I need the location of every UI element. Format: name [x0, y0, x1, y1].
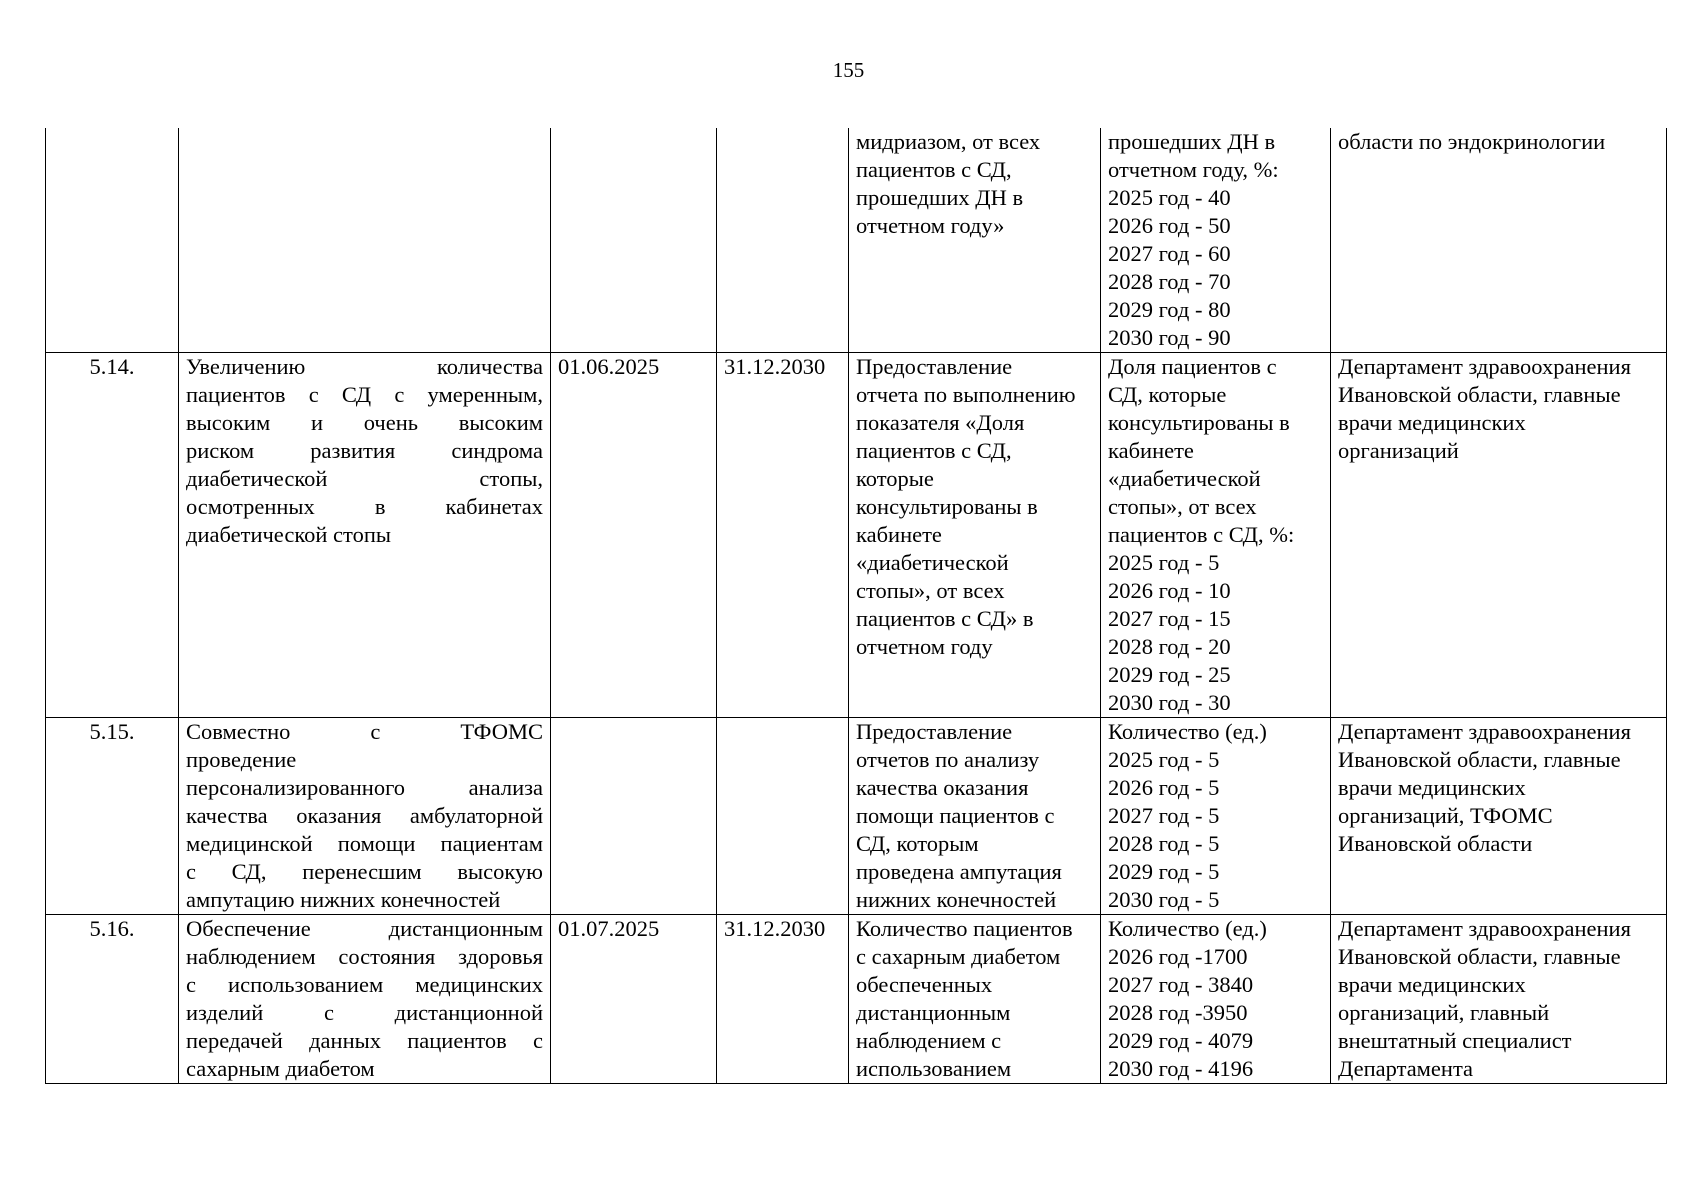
control-form-line: отчетов по анализу	[856, 747, 1040, 772]
control-form-line: проведена ампутация	[856, 859, 1062, 884]
indicator-values-line: 2028 год - 20	[1108, 634, 1231, 659]
measure-description-line: наблюдением состояния здоровья	[186, 944, 543, 969]
measure-description-line: персонализированного анализа	[186, 775, 543, 800]
indicator-values-line: 2029 год - 5	[1108, 859, 1220, 884]
control-form-line: мидриазом, от всех	[856, 129, 1041, 154]
responsible-executors-line: врачи медицинских	[1338, 972, 1526, 997]
control-form-line: дистанционным	[856, 1000, 1011, 1025]
row-number-cell	[46, 718, 179, 915]
control-form-line: Количество пациентов	[856, 916, 1073, 941]
indicator-values-cell	[1101, 718, 1331, 915]
responsible-executors-line: организаций	[1338, 438, 1459, 463]
measure-description-line: высоким и очень высоким	[186, 410, 543, 435]
responsible-executors-line: Департамент здравоохранения	[1338, 916, 1631, 941]
indicator-values-line: 2029 год - 80	[1108, 297, 1231, 322]
measure-description-line: Обеспечение дистанционным	[186, 916, 543, 941]
end-date-cell	[717, 915, 849, 1084]
end-date-cell	[717, 128, 849, 353]
indicator-values-line: 2030 год - 30	[1108, 690, 1231, 715]
indicator-values-line: 2025 год - 5	[1108, 550, 1220, 575]
end-date: 31.12.2030	[724, 354, 826, 379]
responsible-executors-line: Ивановской области, главные	[1338, 747, 1621, 772]
indicator-values-line: Количество (ед.)	[1108, 719, 1267, 744]
indicator-values-line: 2026 год - 50	[1108, 213, 1231, 238]
control-form-line: пациентов с СД,	[856, 438, 1012, 463]
control-form-line: отчетном году	[856, 634, 993, 659]
responsible-executors-cell	[1331, 915, 1667, 1084]
responsible-executors-line: Департамент здравоохранения	[1338, 719, 1631, 744]
end-date: 31.12.2030	[724, 916, 826, 941]
table-row	[46, 915, 1667, 1084]
control-form-cell	[849, 128, 1101, 353]
indicator-values-line: пациентов с СД, %:	[1108, 522, 1295, 547]
measure-description-line: изделий с дистанционной	[186, 1000, 543, 1025]
indicator-values-line: 2025 год - 5	[1108, 747, 1220, 772]
control-form-line: отчета по выполнению	[856, 382, 1076, 407]
responsible-executors-line: области по эндокринологии	[1338, 129, 1606, 154]
table-row	[46, 128, 1667, 353]
control-form-line: наблюдением с	[856, 1028, 1002, 1053]
measure-description-line: с использованием медицинских	[186, 972, 543, 997]
responsible-executors-cell	[1331, 128, 1667, 353]
measure-description-line: диабетической стопы	[186, 522, 391, 547]
measure-description-cell	[179, 128, 551, 353]
measure-description-line: сахарным диабетом	[186, 1056, 375, 1081]
measure-description-line: диабетической стопы,	[186, 466, 543, 491]
indicator-values-line: СД, которые	[1108, 382, 1227, 407]
control-form-cell	[849, 353, 1101, 718]
start-date-cell	[551, 915, 717, 1084]
measure-description-line: Увеличению количества	[186, 354, 543, 379]
row-number: 5.14.	[89, 354, 135, 379]
indicator-values-line: 2029 год - 4079	[1108, 1028, 1254, 1053]
measure-description-line: риском развития синдрома	[186, 438, 543, 463]
start-date-cell	[551, 353, 717, 718]
row-number: 5.15.	[89, 719, 135, 744]
control-form-line: которые	[856, 466, 934, 491]
indicator-values-line: 2028 год - 5	[1108, 831, 1220, 856]
measure-description-line: осмотренных в кабинетах	[186, 494, 543, 519]
start-date-cell	[551, 128, 717, 353]
indicator-values-cell	[1101, 915, 1331, 1084]
responsible-executors-line: организаций, главный	[1338, 1000, 1550, 1025]
table-row	[46, 718, 1667, 915]
control-form-line: «диабетической	[856, 550, 1009, 575]
measure-description-line: проведение	[186, 747, 297, 772]
measure-description-line: медицинской помощи пациентам	[186, 831, 543, 856]
indicator-values-line: 2026 год - 10	[1108, 578, 1231, 603]
indicator-values-line: 2027 год - 5	[1108, 803, 1220, 828]
control-form-line: консультированы в	[856, 494, 1038, 519]
start-date: 01.06.2025	[558, 354, 660, 379]
control-form-line: отчетном году»	[856, 213, 1005, 238]
measure-description-line: качества оказания амбулаторной	[186, 803, 543, 828]
responsible-executors-line: внештатный специалист	[1338, 1028, 1572, 1053]
responsible-executors-cell	[1331, 718, 1667, 915]
indicator-values-line: «диабетической	[1108, 466, 1261, 491]
indicator-values-line: 2026 год -1700	[1108, 944, 1248, 969]
indicator-values-line: 2026 год - 5	[1108, 775, 1220, 800]
responsible-executors-line: врачи медицинских	[1338, 775, 1526, 800]
indicator-values-line: 2028 год -3950	[1108, 1000, 1248, 1025]
indicator-values-line: 2030 год - 90	[1108, 325, 1231, 350]
row-number-cell	[46, 915, 179, 1084]
control-form-line: СД, которым	[856, 831, 979, 856]
row-number-cell	[46, 353, 179, 718]
responsible-executors-line: организаций, ТФОМС	[1338, 803, 1553, 828]
indicator-values-line: 2030 год - 5	[1108, 887, 1220, 912]
control-form-line: показателя «Доля	[856, 410, 1025, 435]
table-row	[46, 353, 1667, 718]
measures-table	[45, 128, 1667, 1084]
responsible-executors-line: Ивановской области	[1338, 831, 1533, 856]
indicator-values-line: 2028 год - 70	[1108, 269, 1231, 294]
control-form-line: Предоставление	[856, 354, 1013, 379]
indicator-values-line: кабинете	[1108, 438, 1194, 463]
measure-description-line: ампутацию нижних конечностей	[186, 887, 501, 912]
indicator-values-line: отчетном году, %:	[1108, 157, 1279, 182]
responsible-executors-line: врачи медицинских	[1338, 410, 1526, 435]
responsible-executors-cell	[1331, 353, 1667, 718]
indicator-values-line: Доля пациентов с	[1108, 354, 1277, 379]
indicator-values-line: 2025 год - 40	[1108, 185, 1231, 210]
control-form-line: использованием	[856, 1056, 1012, 1081]
page-number: 155	[832, 58, 865, 82]
responsible-executors-line: Департамент здравоохранения	[1338, 354, 1631, 379]
measure-description-line: передачей данных пациентов с	[186, 1028, 543, 1053]
end-date-cell	[717, 718, 849, 915]
indicator-values-line: консультированы в	[1108, 410, 1290, 435]
responsible-executors-line: Департамента	[1338, 1056, 1474, 1081]
measure-description-line: с СД, перенесшим высокую	[186, 859, 543, 884]
indicator-values-cell	[1101, 353, 1331, 718]
indicator-values-line: 2027 год - 60	[1108, 241, 1231, 266]
indicator-values-line: 2027 год - 3840	[1108, 972, 1254, 997]
control-form-line: кабинете	[856, 522, 942, 547]
control-form-line: нижних конечностей	[856, 887, 1057, 912]
indicator-values-line: 2030 год - 4196	[1108, 1056, 1254, 1081]
control-form-line: Предоставление	[856, 719, 1013, 744]
row-number: 5.16.	[89, 916, 135, 941]
indicator-values-line: прошедших ДН в	[1108, 129, 1276, 154]
indicator-values-line: Количество (ед.)	[1108, 916, 1267, 941]
control-form-line: качества оказания	[856, 775, 1029, 800]
control-form-line: с сахарным диабетом	[856, 944, 1061, 969]
end-date-cell	[717, 353, 849, 718]
measure-description-cell	[179, 353, 551, 718]
indicator-values-cell	[1101, 128, 1331, 353]
indicator-values-line: 2027 год - 15	[1108, 606, 1231, 631]
control-form-cell	[849, 915, 1101, 1084]
measure-description-line: Совместно с ТФОМС	[186, 719, 543, 744]
indicator-values-line: 2029 год - 25	[1108, 662, 1231, 687]
measure-description-line: пациентов с СД с умеренным,	[186, 382, 543, 407]
control-form-line: стопы», от всех	[856, 578, 1005, 603]
responsible-executors-line: Ивановской области, главные	[1338, 382, 1621, 407]
indicator-values-line: стопы», от всех	[1108, 494, 1257, 519]
control-form-cell	[849, 718, 1101, 915]
control-form-line: прошедших ДН в	[856, 185, 1024, 210]
start-date-cell	[551, 718, 717, 915]
control-form-line: пациентов с СД,	[856, 157, 1012, 182]
responsible-executors-line: Ивановской области, главные	[1338, 944, 1621, 969]
measure-description-cell	[179, 915, 551, 1084]
control-form-line: пациентов с СД» в	[856, 606, 1034, 631]
control-form-line: обеспеченных	[856, 972, 993, 997]
control-form-line: помощи пациентов с	[856, 803, 1055, 828]
measure-description-cell	[179, 718, 551, 915]
row-number-cell	[46, 128, 179, 353]
start-date: 01.07.2025	[558, 916, 660, 941]
